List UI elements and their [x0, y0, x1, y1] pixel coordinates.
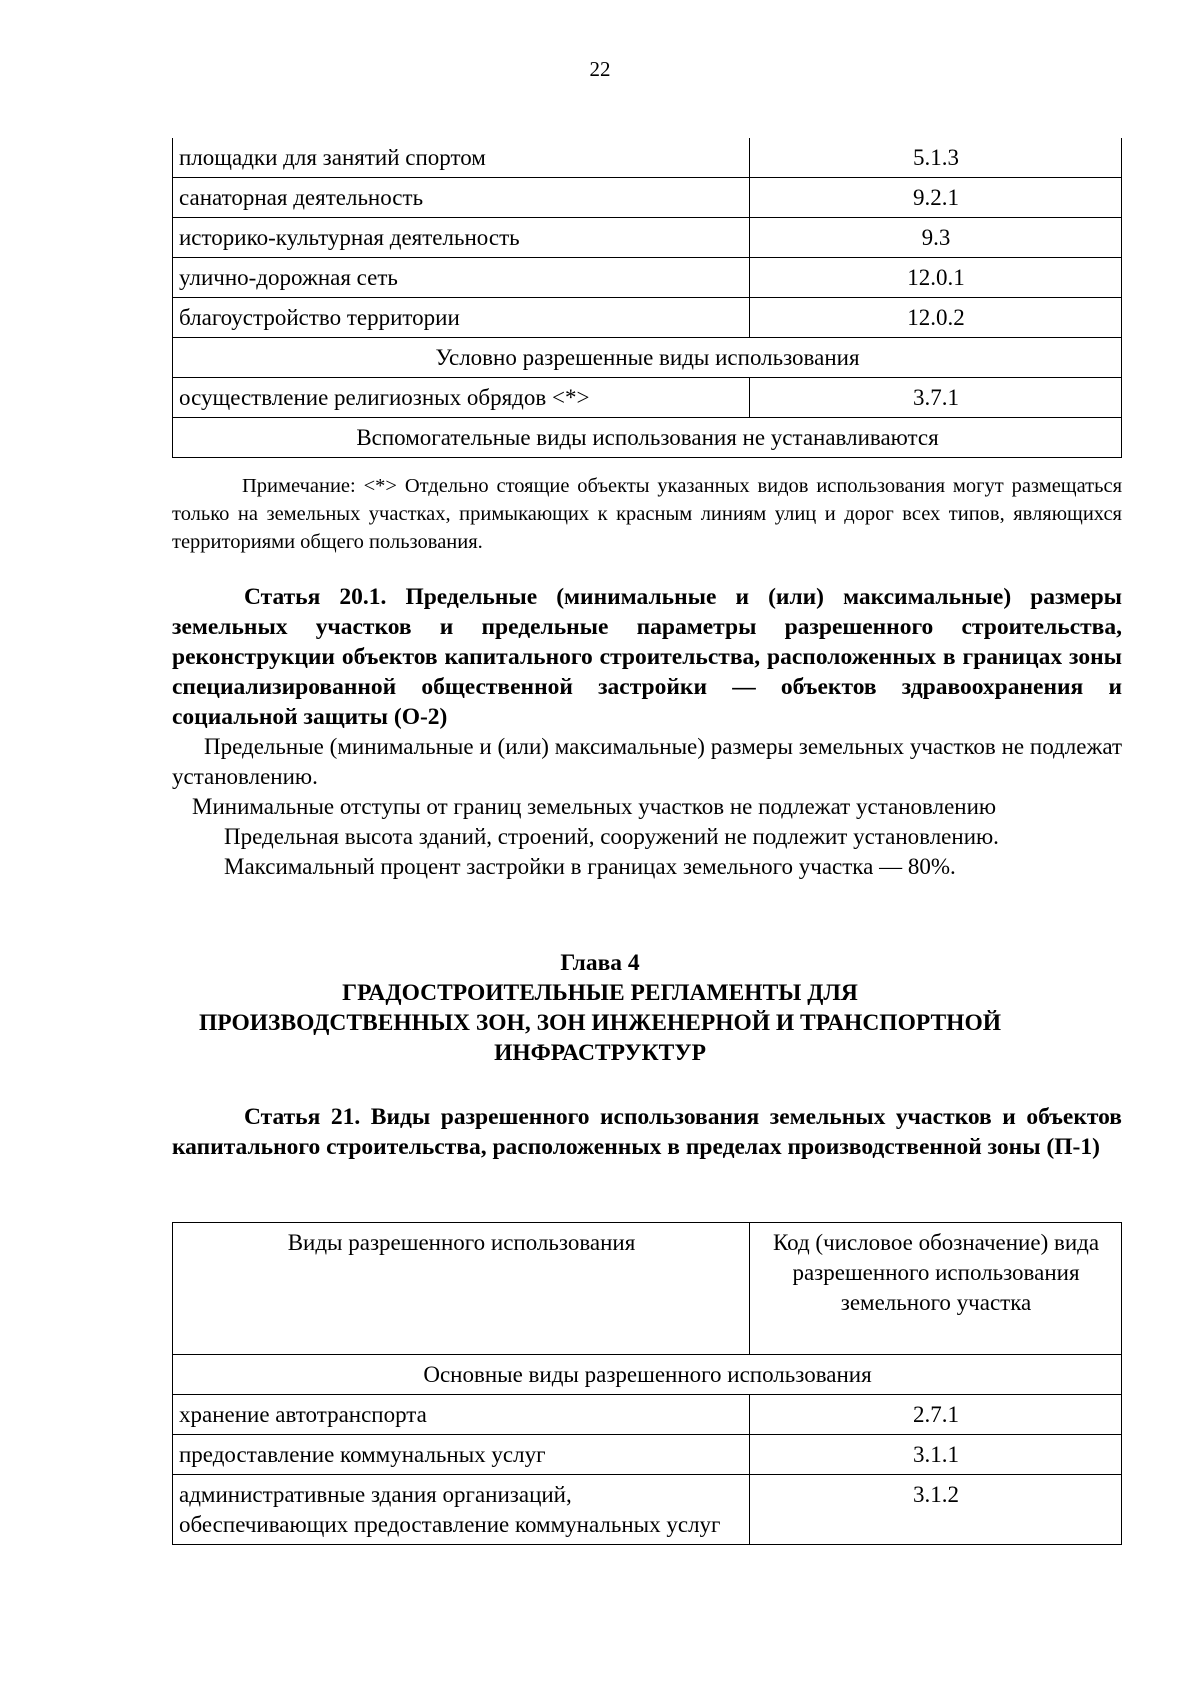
bottom-table — [172, 1222, 1122, 1545]
table-cell-name: историко-культурная деятельность — [173, 218, 750, 258]
chapter-title-line: ГРАДОСТРОИТЕЛЬНЫЕ РЕГЛАМЕНТЫ ДЛЯ — [342, 980, 858, 1006]
table-cell-name: благоустройство территории — [173, 298, 750, 338]
table-cell-name: предоставление коммунальных услуг — [173, 1435, 750, 1475]
table-row — [173, 1435, 1122, 1475]
table-section-row — [173, 338, 1122, 378]
chapter-label: Глава 4 — [560, 950, 640, 976]
table-cell-code: 12.0.1 — [750, 258, 1122, 298]
table-row — [173, 378, 1122, 418]
article-20-1-paragraph: Предельная высота зданий, строений, сооружений не подлежит установлению. — [224, 824, 999, 849]
bottom-table-container — [172, 1222, 1122, 1545]
table-cell-code: 2.7.1 — [750, 1395, 1122, 1435]
table-cell-name: хранение автотранспорта — [173, 1395, 750, 1435]
table-section-row — [173, 418, 1122, 458]
chapter-title-line: ПРОИЗВОДСТВЕННЫХ ЗОН, ЗОН ИНЖЕНЕРНОЙ И ТРАНСПОРТНОЙ — [198, 1010, 1002, 1036]
table-header-row — [173, 1223, 1122, 1355]
table-cell-name: улично-дорожная сеть — [173, 258, 750, 298]
chapter-title-line: ИНФРАСТРУКТУР — [494, 1040, 706, 1066]
table-cell-name: административные здания организаций, обеспечивающих предоставление коммунальных услуг — [173, 1475, 750, 1545]
table-cell-code: 5.1.3 — [750, 138, 1122, 178]
page-number: 22 — [589, 57, 611, 81]
table-row — [173, 138, 1122, 178]
main-uses-heading: Основные виды разрешенного использования — [173, 1355, 1122, 1395]
table-row — [173, 218, 1122, 258]
table-row — [173, 178, 1122, 218]
table-cell-code: 3.1.1 — [750, 1435, 1122, 1475]
article-20-1-paragraph: Максимальный процент застройки в границах земельного участка — 80%. — [224, 854, 956, 879]
table-row — [173, 1395, 1122, 1435]
table-cell-code: 12.0.2 — [750, 298, 1122, 338]
table-cell-name: осуществление религиозных обрядов <*> — [173, 378, 750, 418]
top-table-container — [172, 138, 1122, 458]
table-cell-code: 9.3 — [750, 218, 1122, 258]
table-cell-name: площадки для занятий спортом — [173, 138, 750, 178]
table-cell-code: 9.2.1 — [750, 178, 1122, 218]
column-header-name: Виды разрешенного использования — [173, 1223, 750, 1355]
table-row — [173, 258, 1122, 298]
article-20-1-paragraph: Предельные (минимальные и (или) максимальные) размеры земельных участков не подлежат установлению. — [172, 734, 1122, 789]
table-cell-name: санаторная деятельность — [173, 178, 750, 218]
table-cell-code: 3.1.2 — [750, 1475, 1122, 1545]
table-section-row — [173, 1355, 1122, 1395]
table-note: Примечание: <*> Отдельно стоящие объекты указанных видов использования могут размещаться только на земельных участках, примыкающих к красным линиям улиц и дорог всех типов, являющихся территориями общего пользования. — [172, 475, 1122, 553]
table-row — [173, 1475, 1122, 1545]
auxiliary-uses-heading: Вспомогательные виды использования не устанавливаются — [173, 418, 1122, 458]
column-header-code: Код (числовое обозначение) вида разрешенного использования земельного участка — [750, 1223, 1122, 1355]
article-20-1-heading: Статья 20.1. Предельные (минимальные и (или) максимальные) размеры земельных участков и предельные параметры разрешенного строительства, реконструкции объектов капитального строительства, расположенных в границах зоны специализированной общественной застройки — объектов здравоохранения и социальной защиты (О-2) — [172, 584, 1122, 730]
table-row — [173, 298, 1122, 338]
article-21-heading: Статья 21. Виды разрешенного использования земельных участков и объектов капитального строительства, расположенных в пределах производственной зоны (П-1) — [172, 1104, 1122, 1160]
table-cell-code: 3.7.1 — [750, 378, 1122, 418]
article-20-1-paragraph: Минимальные отступы от границ земельных участков не подлежат установлению — [192, 794, 997, 819]
top-table — [172, 138, 1122, 458]
conditional-uses-heading: Условно разрешенные виды использования — [173, 338, 1122, 378]
